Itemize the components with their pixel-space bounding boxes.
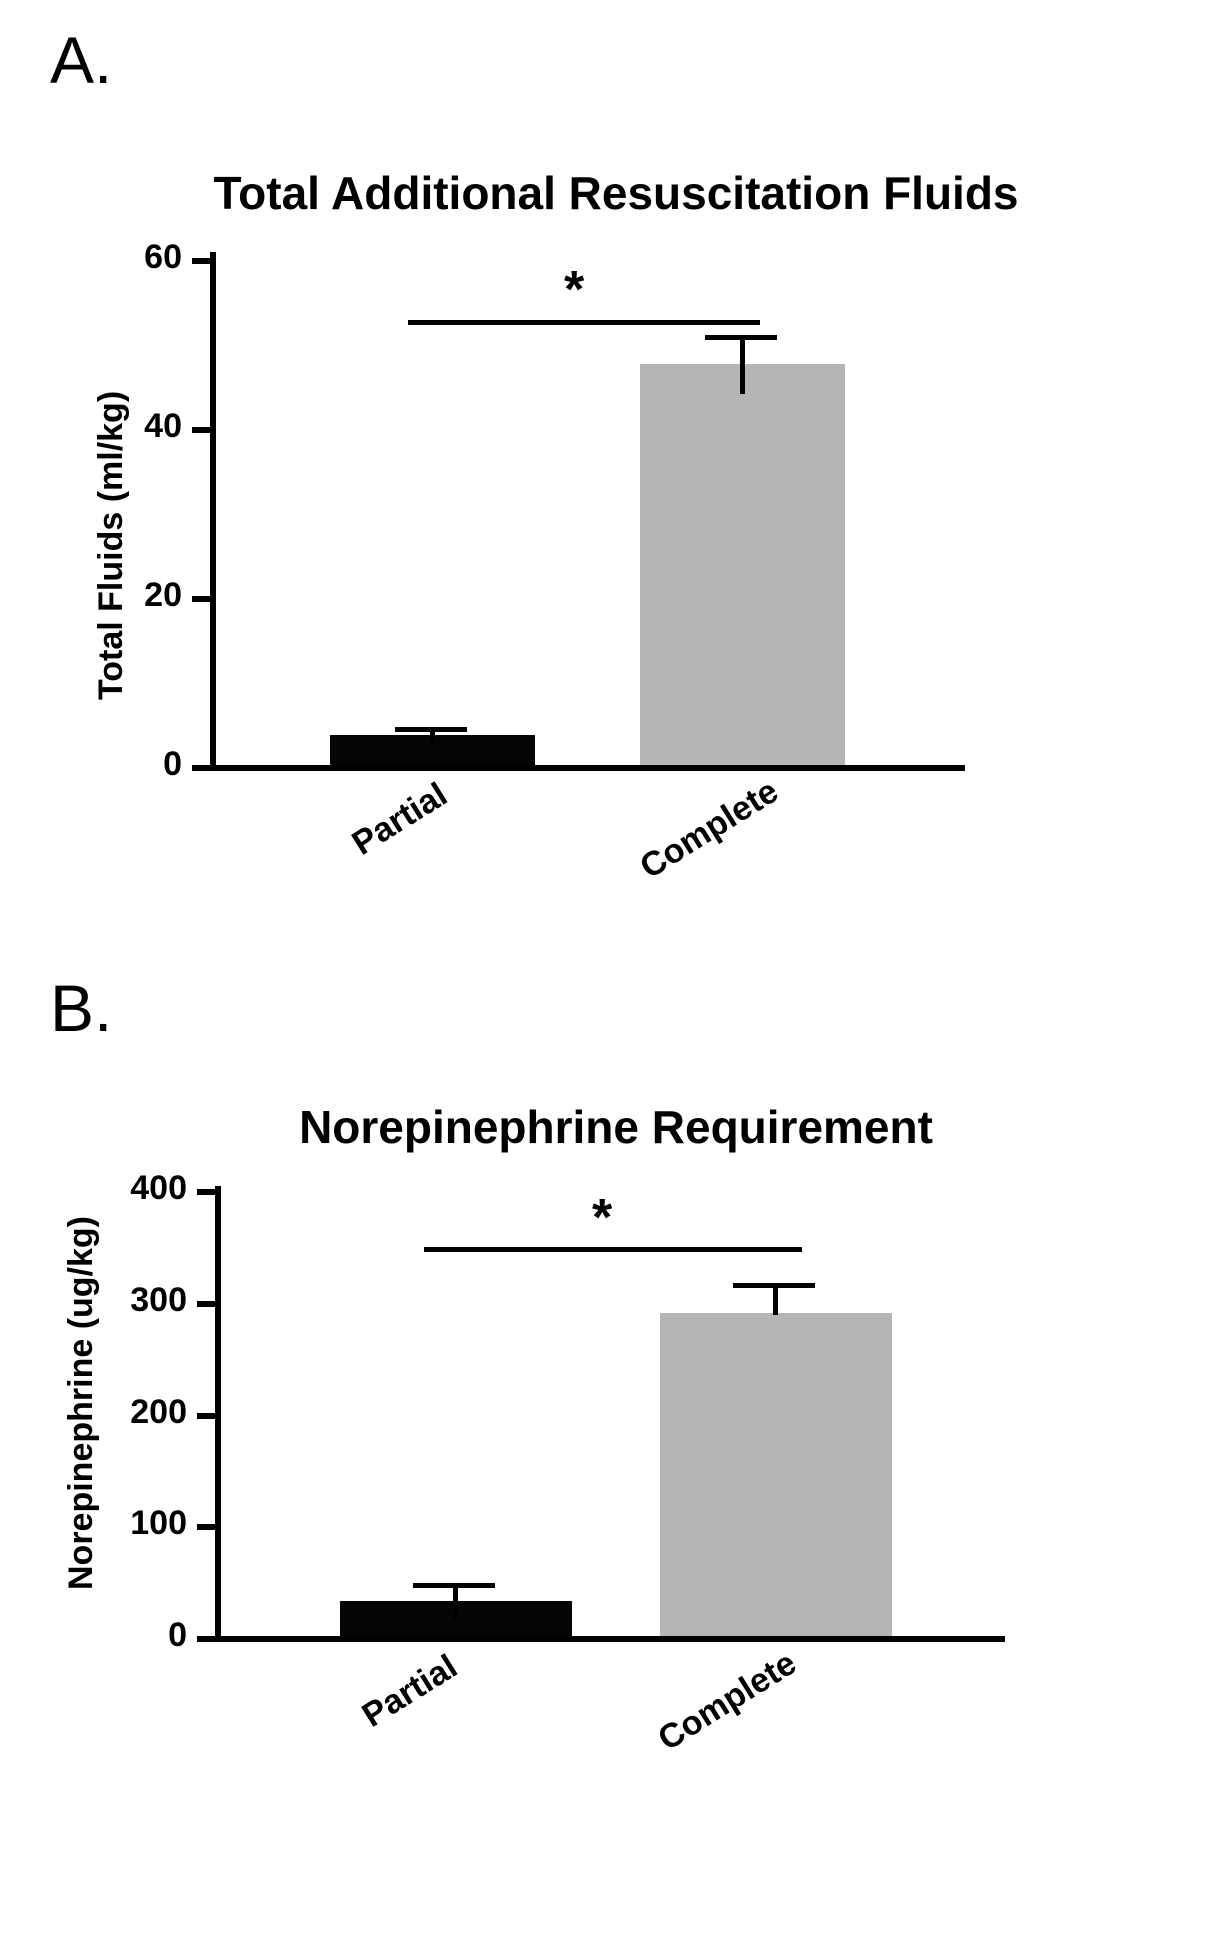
panel-a-letter: A.	[50, 23, 113, 97]
y-tick-400-b	[197, 1189, 215, 1195]
y-tick-label-0-a: 0	[163, 745, 182, 783]
panel-b-title: Norepinephrine Requirement	[299, 1101, 933, 1153]
y-tick-label-20-a: 20	[144, 576, 182, 614]
y-tick-0-b	[197, 1636, 215, 1642]
significance-line-a	[408, 320, 760, 325]
errorbar-cap-partial-a	[395, 727, 467, 732]
panel-a-title: Total Additional Resuscitation Fluids	[213, 167, 1019, 219]
significance-star-b: *	[592, 1189, 613, 1247]
y-axis-title-b: Norepinephrine (ug/kg)	[62, 1216, 100, 1590]
y-tick-label-400-b: 400	[130, 1169, 187, 1207]
y-tick-label-300-b: 300	[130, 1281, 187, 1319]
y-axis-vertical-spine-b	[215, 1186, 221, 1641]
y-tick-300-b	[197, 1301, 215, 1307]
panel-a-plot	[0, 0, 1232, 960]
y-tick-label-100-b: 100	[130, 1504, 187, 1542]
x-category-label-complete-b: Complete	[651, 1643, 803, 1759]
y-tick-200-b	[197, 1413, 215, 1419]
x-category-label-partial-b: Partial	[355, 1647, 464, 1735]
errorbar-partial-b	[453, 1583, 458, 1619]
errorbar-cap-partial-b	[413, 1583, 495, 1588]
errorbar-cap-complete-b	[733, 1283, 815, 1288]
y-tick-40-a	[192, 427, 210, 433]
x-category-label-complete-a: Complete	[633, 771, 785, 887]
y-axis-title-a: Total Fluids (ml/kg)	[92, 390, 130, 700]
significance-star-a: *	[564, 261, 585, 319]
errorbar-cap-complete-a	[705, 335, 777, 340]
panel-a	[0, 0, 1232, 960]
errorbar-complete-a	[740, 335, 745, 394]
panel-b-letter: B.	[50, 971, 113, 1045]
y-tick-label-0-b: 0	[168, 1616, 187, 1654]
x-category-label-partial-a: Partial	[345, 775, 454, 863]
panel-b	[0, 960, 1232, 1944]
bar-complete-a	[640, 364, 845, 765]
y-tick-label-40-a: 40	[144, 407, 182, 445]
x-axis-line-a	[210, 765, 965, 771]
y-axis-line-a	[210, 252, 216, 770]
y-tick-20-a	[192, 596, 210, 602]
y-tick-60-a	[192, 258, 210, 264]
panel-b-plot	[0, 960, 1232, 1944]
x-axis-line-b	[215, 1636, 1005, 1642]
y-tick-100-b	[197, 1524, 215, 1530]
y-tick-0-a	[192, 765, 210, 771]
significance-line-b	[424, 1247, 802, 1252]
bar-complete-b	[660, 1313, 892, 1636]
y-tick-label-60-a: 60	[144, 238, 182, 276]
y-tick-label-200-b: 200	[130, 1393, 187, 1431]
